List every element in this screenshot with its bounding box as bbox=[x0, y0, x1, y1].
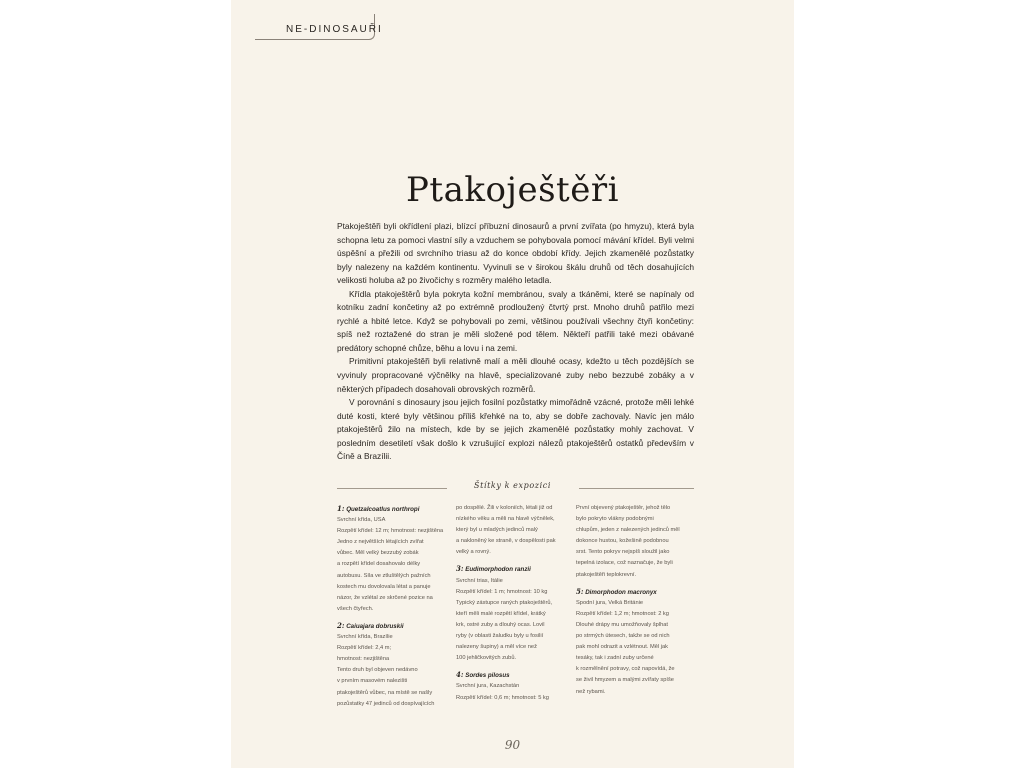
label-text-line: Svrchní jura, Kazachstán bbox=[456, 683, 520, 690]
label-text-line: nalezeny šupiny) a měl více než bbox=[456, 644, 537, 651]
labels-column-1 bbox=[337, 503, 449, 710]
label-text-line: k rozmělnění potravy, což napovídá, že bbox=[576, 666, 675, 673]
page-number: 90 bbox=[504, 738, 521, 752]
label-text-line: se živil hmyzem a malými zvířaty spíše bbox=[576, 677, 674, 684]
label-text-line: Svrchní trias, Itálie bbox=[456, 577, 503, 584]
label-number: 3: bbox=[456, 564, 464, 574]
intro-paragraph: Ptakoještěři byli okřídlení plazi, blízcí příbuzní dinosaurů a první zvířata (po hmyzu), která byla schopna letu za pomoci vlastní síly a vzduchem se pohybovala pomocí mávání křídel. Byli velmi úspěšní a přežili od svrchního triasu až do konce období křídy. Jejich zkamenělé pozůstatky byly nalezeny na každém kontinentu. Vyvinuli se v širokou škálu druhů od těch dosahujících velikosti holuba až po živočichy s rozměry malého letadla. bbox=[337, 221, 694, 286]
label-text-line: po strmých útesech, takže se od nich bbox=[576, 633, 670, 640]
label-text-line: v prvním masovém nalezišti bbox=[337, 678, 408, 685]
intro-paragraph: Primitivní ptakoještěři byli relativně malí a měli dlouhé ocasy, kdežto u těch pozdějších se vyvinuly propracované výčnělky na hlavě, specializované zuby nebo bezzubé zobáky a v některých případech dosahovali obrovských rozměrů. bbox=[337, 356, 694, 394]
label-text-line: První objevený ptakoještěr, jehož tělo bbox=[576, 505, 671, 511]
label-text-line: Rozpětí křídel: 1,2 m; hmotnost: 2 kg bbox=[576, 610, 669, 617]
label-text-line: Tento druh byl objeven nedávno bbox=[337, 667, 418, 674]
label-number: 2: bbox=[337, 620, 345, 630]
label-text-line: po dospělé. Žili v koloniích, létali již od bbox=[456, 505, 553, 511]
intro-paragraph: Křídla ptakoještěrů byla pokryta kožní membránou, svaly a tkáněmi, které se napínaly od kotníku zadní končetiny až po extrémně prodloužený čtvrtý prst. Mnoho druhů patřilo mezi rychlé a hbité letce. Když se pohybovali po zemi, většinou používali všechny čtyři končetiny: spíš než roztažené do stran je měli složené pod tělem. Někteří patřili také mezi obávané predátory schopné chůze, běhu a lovu i na zemi. bbox=[337, 288, 694, 353]
book-page bbox=[231, 0, 794, 768]
label-species-name: Quetzalcoatlus northropi bbox=[346, 506, 420, 513]
label-text-line: ptakoještěři teplokrevní. bbox=[576, 571, 637, 578]
labels-section-title: Štítky k expozici bbox=[474, 481, 551, 490]
label-text-line: a rozpětí křídel dosahovalo délky bbox=[337, 561, 421, 568]
label-text-line: vůbec. Měl velký bezzubý zobák bbox=[337, 550, 419, 557]
label-text-line: a nakloněný ke straně, v dospělosti pak bbox=[456, 538, 556, 545]
label-text-line: Jedno z největších létajících zvířat bbox=[337, 539, 424, 546]
label-text-line: Rozpětí křídel: 2,4 m; bbox=[337, 645, 392, 652]
label-text-line: všech čtyřech. bbox=[337, 605, 374, 612]
label-text-line: Dlouhé drápy mu umožňovaly šplhat bbox=[576, 621, 668, 628]
label-number: 5: bbox=[576, 586, 584, 596]
label-heading bbox=[456, 563, 568, 575]
label-heading bbox=[456, 669, 568, 681]
label-text-line: Rozpětí křídel: 12 m; hmotnost: nezjištěna bbox=[337, 528, 444, 535]
divider-right bbox=[579, 488, 694, 489]
label-text-line: pozůstatky 47 jedinců od dospívajících bbox=[337, 700, 435, 707]
label-text-line: názor, že vzlétal ze skrčené pozice na bbox=[337, 594, 433, 601]
page-title: Ptakoještěři bbox=[406, 170, 619, 210]
label-species-name: Caiuajara dobruskii bbox=[346, 622, 404, 630]
label-text-line: 100 jehličkovitých zubů. bbox=[456, 655, 517, 662]
label-text-line: ryby (v oblasti žaludku byly u fosilií bbox=[456, 633, 544, 640]
label-species-name: Sordes pilosus bbox=[465, 672, 510, 680]
label-text-line: chlupům, jeden z nalezených jedinců měl bbox=[576, 527, 680, 534]
label-heading bbox=[337, 503, 449, 515]
label-text-line: Rozpětí křídel: 1 m; hmotnost: 10 kg bbox=[456, 588, 548, 595]
label-text-line: dokonce hustou, kožešině podobnou bbox=[576, 538, 669, 545]
label-heading bbox=[576, 586, 688, 598]
label-text-line: Rozpětí křídel: 0,6 m; hmotnost: 5 kg bbox=[456, 694, 549, 701]
label-text-line: Spodní jura, Velká Británie bbox=[576, 599, 644, 606]
label-text-line: hmotnost: nezjištěna bbox=[337, 656, 390, 663]
label-text-line: pak mohl odrazit a vzlétnout. Měl jak bbox=[576, 644, 668, 651]
intro-paragraph: V porovnání s dinosaury jsou jejich fosilní pozůstatky mimořádně vzácné, protože měli lehké duté kosti, které byly většinou příliš křehké na to, aby se dobře zachovaly. Navíc jen málo ptakoještěrů žilo na místech, kde by se jejich zkamenělé pozůstatky mohly zachovat. V posledním desetiletí však došlo k vzrušující explozi nálezů ptakoještěrů ostatků především v Číně a Brazílii. bbox=[337, 397, 694, 462]
label-text-line: než rybami. bbox=[576, 688, 606, 695]
section-label: NE-DINOSAUŘI bbox=[286, 24, 383, 35]
label-text-line: srst. Tento pokryv nejspíš sloužil jako bbox=[576, 549, 670, 556]
label-text-line: kostech mu dovolovala létat a panuje bbox=[337, 583, 431, 590]
section-header-tab bbox=[255, 14, 383, 40]
label-text-line: autobusu. Síla ve ztluštělých pažních bbox=[337, 572, 431, 579]
labels-column-3 bbox=[576, 503, 688, 698]
label-text-line: Svrchní křída, USA bbox=[337, 517, 386, 524]
label-text-line: bylo pokryto vlákny podobnými bbox=[576, 516, 654, 523]
label-text-line: velký a rovný. bbox=[456, 549, 491, 556]
label-species-name: Eudimorphodon ranzii bbox=[465, 566, 531, 574]
label-species-name: Dimorphodon macronyx bbox=[585, 588, 657, 596]
label-text-line: ptakoještěrů vůbec, na místě se našly bbox=[337, 689, 433, 696]
label-number: 4: bbox=[456, 670, 464, 680]
label-text-line: nízkého věku a měli na hlavě výčnělek, bbox=[456, 516, 555, 523]
label-text-line: Svrchní křída, Brazílie bbox=[337, 634, 393, 641]
label-text-line: Typický zástupce raných ptakoještěrů, bbox=[456, 599, 553, 606]
intro-text bbox=[337, 220, 694, 464]
label-number: 1: bbox=[337, 504, 345, 513]
label-text-line: kteří měli malé rozpětí křídel, krátký bbox=[456, 610, 546, 617]
label-text-line: krk, ostré zuby a dlouhý ocas. Lovil bbox=[456, 621, 545, 628]
label-text-line: tepelná izolace, což naznačuje, že byli bbox=[576, 560, 673, 567]
label-heading bbox=[337, 620, 449, 632]
label-text-line: který byl u mladých jedinců malý bbox=[456, 527, 538, 534]
labels-column-2 bbox=[456, 503, 568, 704]
label-text-line: tesáky, tak i zadní zuby určené bbox=[576, 655, 654, 662]
